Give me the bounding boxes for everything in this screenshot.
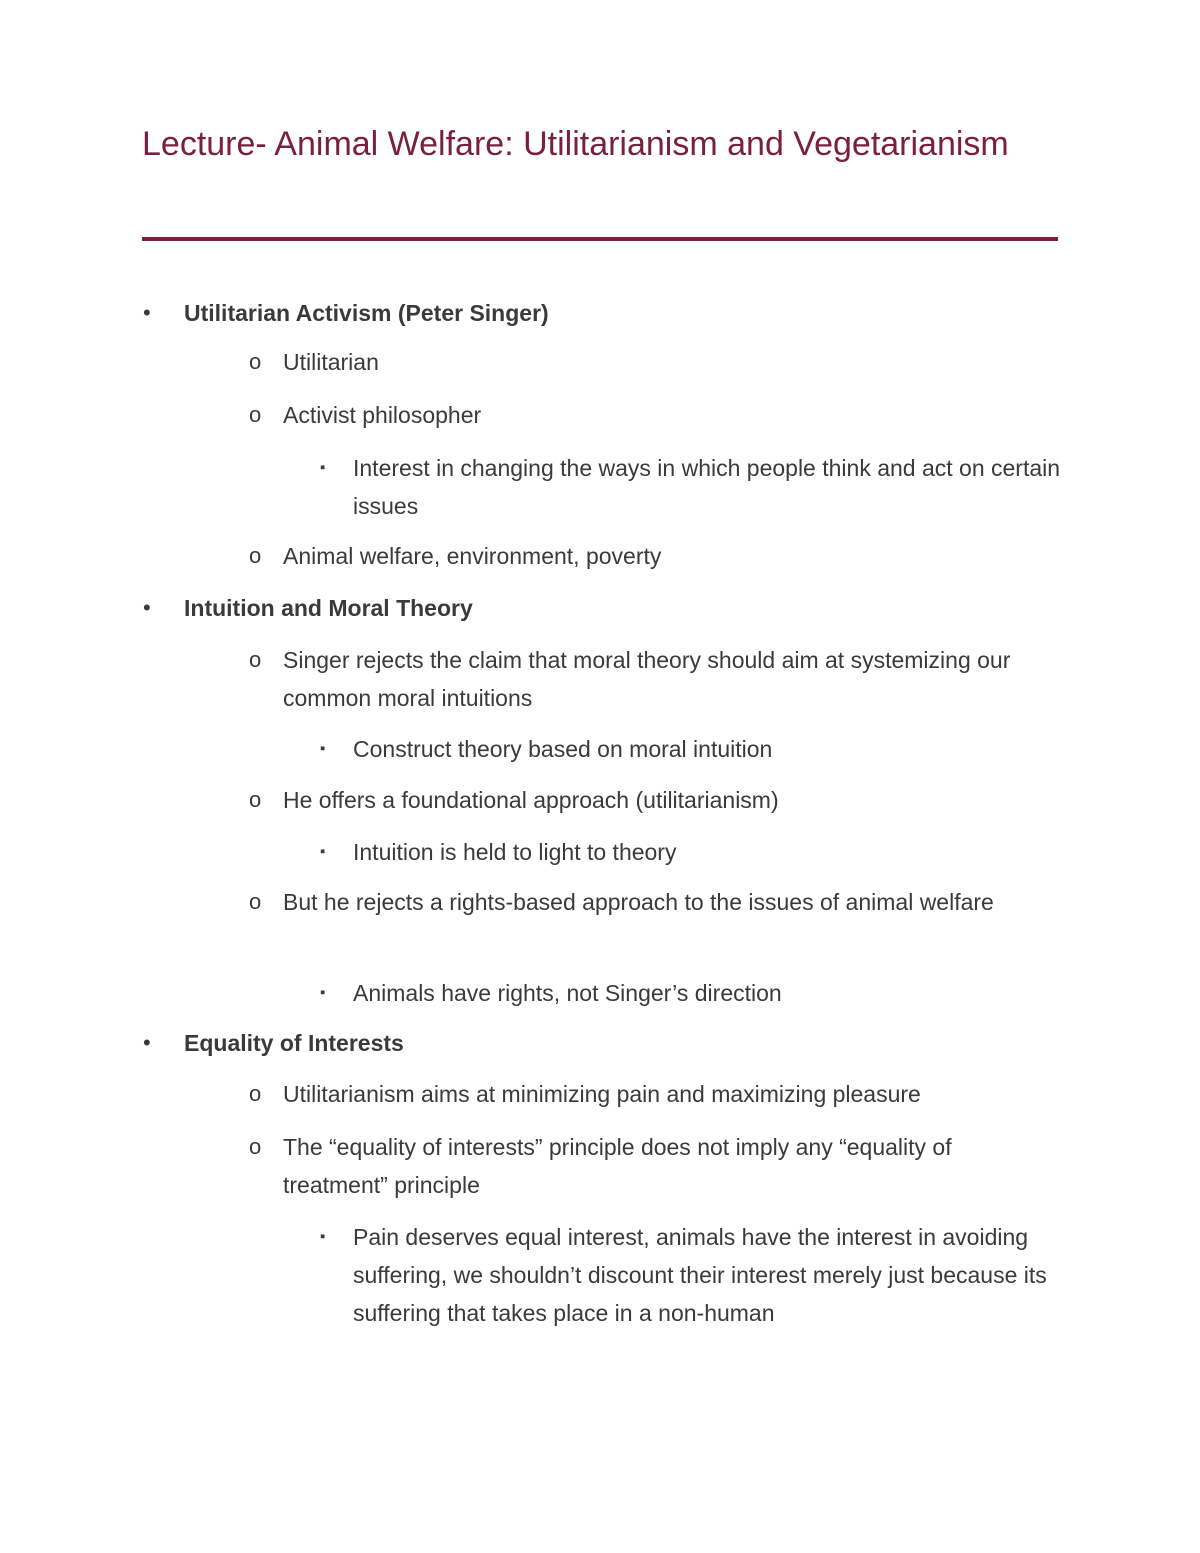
outline-text: Equality of Interests bbox=[184, 1030, 404, 1056]
outline-text: He offers a foundational approach (utilitarianism) bbox=[283, 787, 779, 813]
bullet-square: ▪ bbox=[320, 459, 326, 476]
outline-text: Pain deserves equal interest, animals have the interest in avoiding suffering, we shouldn’t discount their interest merely just because its suffering that takes place in a non-human bbox=[353, 1224, 1047, 1326]
outline-text: Intuition and Moral Theory bbox=[184, 595, 473, 621]
outline-text: Utilitarianism aims at minimizing pain and maximizing pleasure bbox=[283, 1081, 921, 1107]
outline-text: Utilitarian bbox=[283, 349, 379, 375]
outline-subitem bbox=[249, 343, 1058, 381]
bullet-dot: • bbox=[143, 595, 151, 620]
outline-heading bbox=[143, 294, 1054, 332]
bullet-circle: o bbox=[249, 402, 262, 427]
outline-heading bbox=[143, 589, 1054, 627]
bullet-circle: o bbox=[249, 1134, 262, 1159]
outline-detail bbox=[320, 974, 1063, 1012]
outline-subitem bbox=[249, 1128, 1058, 1204]
bullet-square: ▪ bbox=[320, 1228, 326, 1245]
outline-detail bbox=[320, 730, 1063, 768]
outline-text: Animals have rights, not Singer’s direction bbox=[353, 980, 782, 1006]
outline-text: The “equality of interests” principle does not imply any “equality of treatment” principle bbox=[283, 1134, 952, 1198]
bullet-dot: • bbox=[143, 1030, 151, 1055]
bullet-dot: • bbox=[143, 300, 151, 325]
bullet-circle: o bbox=[249, 543, 262, 568]
document-title: Lecture- Animal Welfare: Utilitarianism and Vegetarianism bbox=[142, 125, 1009, 163]
outline-heading bbox=[143, 1024, 1054, 1062]
outline-text: Intuition is held to light to theory bbox=[353, 839, 677, 865]
outline-text: Singer rejects the claim that moral theory should aim at systemizing our common moral intuitions bbox=[283, 647, 1011, 711]
outline-subitem bbox=[249, 781, 1058, 819]
outline-text: Utilitarian Activism (Peter Singer) bbox=[184, 300, 549, 326]
outline-subitem bbox=[249, 537, 1058, 575]
bullet-square: ▪ bbox=[320, 740, 326, 757]
outline-text: Construct theory based on moral intuition bbox=[353, 736, 773, 762]
outline-text: Interest in changing the ways in which people think and act on certain issues bbox=[353, 455, 1061, 519]
outline-detail bbox=[320, 1218, 1063, 1332]
bullet-square: ▪ bbox=[320, 843, 326, 860]
title-underline bbox=[142, 237, 1058, 241]
outline-text: But he rejects a rights-based approach to the issues of animal welfare bbox=[283, 889, 994, 915]
bullet-circle: o bbox=[249, 349, 262, 374]
bullet-circle: o bbox=[249, 1081, 262, 1106]
outline-detail bbox=[320, 449, 1063, 525]
outline-subitem bbox=[249, 883, 1058, 921]
bullet-circle: o bbox=[249, 647, 262, 672]
outline-text: Animal welfare, environment, poverty bbox=[283, 543, 662, 569]
outline-text: Activist philosopher bbox=[283, 402, 482, 428]
outline-detail bbox=[320, 833, 1063, 871]
bullet-circle: o bbox=[249, 787, 262, 812]
bullet-square: ▪ bbox=[320, 984, 326, 1001]
outline-subitem bbox=[249, 641, 1058, 717]
outline-subitem bbox=[249, 1075, 1058, 1113]
bullet-circle: o bbox=[249, 889, 262, 914]
outline-subitem bbox=[249, 396, 1058, 434]
